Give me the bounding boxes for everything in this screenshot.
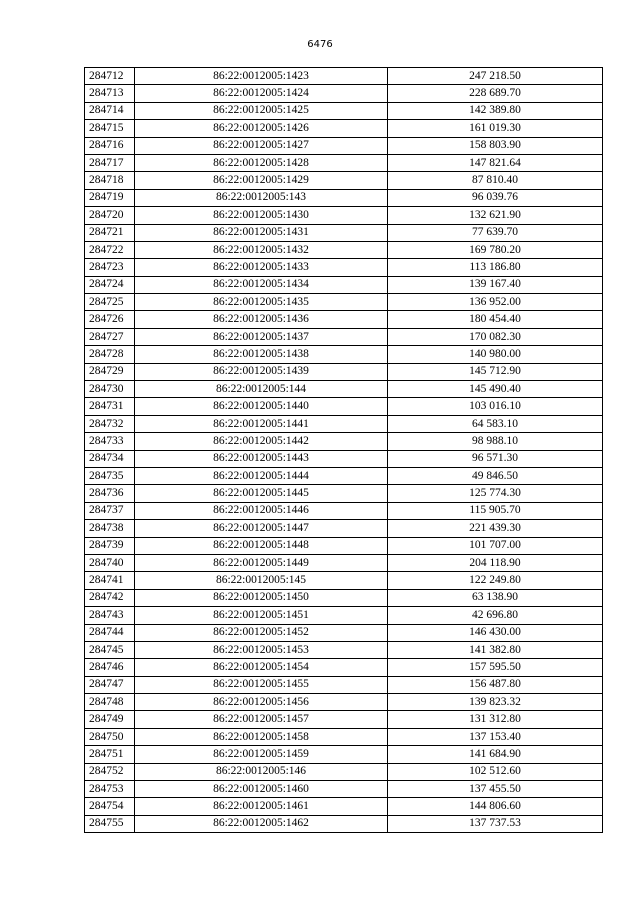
value-cell: 115 905.70 [388,502,603,519]
row-id-cell: 284723 [85,259,135,276]
row-id-cell: 284749 [85,711,135,728]
value-cell: 102 512.60 [388,763,603,780]
row-id-cell: 284726 [85,311,135,328]
row-id-cell: 284748 [85,694,135,711]
value-cell: 145 490.40 [388,381,603,398]
row-id-cell: 284737 [85,502,135,519]
row-id-cell: 284747 [85,676,135,693]
cadastral-number-cell: 86:22:0012005:1461 [135,798,388,815]
value-cell: 96 039.76 [388,189,603,206]
table-row [85,154,603,171]
cadastral-number-cell: 86:22:0012005:1458 [135,728,388,745]
value-cell: 169 780.20 [388,241,603,258]
row-id-cell: 284732 [85,415,135,432]
row-id-cell: 284735 [85,467,135,484]
table-row [85,189,603,206]
cadastral-number-cell: 86:22:0012005:145 [135,572,388,589]
table-row [85,589,603,606]
cadastral-number-cell: 86:22:0012005:1447 [135,520,388,537]
cadastral-number-cell: 86:22:0012005:1429 [135,172,388,189]
value-cell: 64 583.10 [388,415,603,432]
cadastral-number-cell: 86:22:0012005:1437 [135,328,388,345]
cadastral-number-cell: 86:22:0012005:1442 [135,433,388,450]
row-id-cell: 284714 [85,102,135,119]
cadastral-number-cell: 86:22:0012005:1431 [135,224,388,241]
table-row [85,676,603,693]
row-id-cell: 284744 [85,624,135,641]
table-row [85,485,603,502]
value-cell: 161 019.30 [388,120,603,137]
table-row [85,102,603,119]
row-id-cell: 284740 [85,554,135,571]
cadastral-number-cell: 86:22:0012005:1443 [135,450,388,467]
cadastral-number-cell: 86:22:0012005:1456 [135,694,388,711]
cadastral-number-cell: 86:22:0012005:1438 [135,346,388,363]
table-row [85,172,603,189]
row-id-cell: 284727 [85,328,135,345]
cadastral-number-cell: 86:22:0012005:1451 [135,607,388,624]
value-cell: 101 707.00 [388,537,603,554]
value-cell: 49 846.50 [388,467,603,484]
table-row [85,815,603,832]
row-id-cell: 284717 [85,154,135,171]
row-id-cell: 284725 [85,294,135,311]
row-id-cell: 284722 [85,241,135,258]
value-cell: 139 823.32 [388,694,603,711]
cadastral-number-cell: 86:22:0012005:1440 [135,398,388,415]
table-row [85,728,603,745]
row-id-cell: 284713 [85,85,135,102]
row-id-cell: 284720 [85,207,135,224]
value-cell: 136 952.00 [388,294,603,311]
row-id-cell: 284753 [85,781,135,798]
cadastral-number-cell: 86:22:0012005:1439 [135,363,388,380]
row-id-cell: 284730 [85,381,135,398]
cadastral-number-cell: 86:22:0012005:1457 [135,711,388,728]
cadastral-number-cell: 86:22:0012005:1454 [135,659,388,676]
table-row [85,641,603,658]
row-id-cell: 284719 [85,189,135,206]
cadastral-number-cell: 86:22:0012005:1430 [135,207,388,224]
value-cell: 132 621.90 [388,207,603,224]
row-id-cell: 284743 [85,607,135,624]
cadastral-number-cell: 86:22:0012005:1428 [135,154,388,171]
table-row [85,328,603,345]
cadastral-number-cell: 86:22:0012005:143 [135,189,388,206]
cadastral-number-cell: 86:22:0012005:1444 [135,467,388,484]
table-row [85,346,603,363]
cadastral-number-cell: 86:22:0012005:1433 [135,259,388,276]
value-cell: 137 455.50 [388,781,603,798]
cadastral-number-cell: 86:22:0012005:1452 [135,624,388,641]
table-row [85,398,603,415]
value-cell: 42 696.80 [388,607,603,624]
cadastral-number-cell: 86:22:0012005:1449 [135,554,388,571]
value-cell: 180 454.40 [388,311,603,328]
row-id-cell: 284745 [85,641,135,658]
cadastral-number-cell: 86:22:0012005:1425 [135,102,388,119]
cadastral-number-cell: 86:22:0012005:144 [135,381,388,398]
table-row [85,311,603,328]
row-id-cell: 284738 [85,520,135,537]
value-cell: 145 712.90 [388,363,603,380]
data-table [84,67,603,833]
row-id-cell: 284731 [85,398,135,415]
cadastral-number-cell: 86:22:0012005:1424 [135,85,388,102]
value-cell: 96 571.30 [388,450,603,467]
table-row [85,763,603,780]
value-cell: 141 684.90 [388,746,603,763]
table-row [85,276,603,293]
table-row [85,467,603,484]
value-cell: 204 118.90 [388,554,603,571]
table-row [85,607,603,624]
value-cell: 221 439.30 [388,520,603,537]
cadastral-number-cell: 86:22:0012005:1462 [135,815,388,832]
cadastral-number-cell: 86:22:0012005:1459 [135,746,388,763]
value-cell: 157 595.50 [388,659,603,676]
table-row [85,572,603,589]
table-row [85,554,603,571]
cadastral-number-cell: 86:22:0012005:1423 [135,68,388,85]
value-cell: 87 810.40 [388,172,603,189]
cadastral-number-cell: 86:22:0012005:1434 [135,276,388,293]
value-cell: 142 389.80 [388,102,603,119]
cadastral-number-cell: 86:22:0012005:146 [135,763,388,780]
row-id-cell: 284752 [85,763,135,780]
value-cell: 228 689.70 [388,85,603,102]
cadastral-number-cell: 86:22:0012005:1427 [135,137,388,154]
table-row [85,433,603,450]
row-id-cell: 284742 [85,589,135,606]
value-cell: 141 382.80 [388,641,603,658]
value-cell: 247 218.50 [388,68,603,85]
table-row [85,363,603,380]
value-cell: 125 774.30 [388,485,603,502]
row-id-cell: 284751 [85,746,135,763]
row-id-cell: 284755 [85,815,135,832]
table-body [85,68,603,833]
cadastral-number-cell: 86:22:0012005:1446 [135,502,388,519]
value-cell: 63 138.90 [388,589,603,606]
cadastral-number-cell: 86:22:0012005:1432 [135,241,388,258]
cadastral-number-cell: 86:22:0012005:1453 [135,641,388,658]
page-number: 6476 [307,39,333,50]
table-row [85,450,603,467]
value-cell: 146 430.00 [388,624,603,641]
table-row [85,224,603,241]
table-row [85,520,603,537]
value-cell: 139 167.40 [388,276,603,293]
row-id-cell: 284736 [85,485,135,502]
row-id-cell: 284729 [85,363,135,380]
value-cell: 77 639.70 [388,224,603,241]
table-row [85,746,603,763]
row-id-cell: 284733 [85,433,135,450]
cadastral-number-cell: 86:22:0012005:1455 [135,676,388,693]
table-row [85,798,603,815]
table-row [85,381,603,398]
table-row [85,694,603,711]
value-cell: 147 821.64 [388,154,603,171]
table-row [85,137,603,154]
row-id-cell: 284739 [85,537,135,554]
row-id-cell: 284715 [85,120,135,137]
cadastral-number-cell: 86:22:0012005:1460 [135,781,388,798]
value-cell: 113 186.80 [388,259,603,276]
value-cell: 137 153.40 [388,728,603,745]
row-id-cell: 284724 [85,276,135,293]
row-id-cell: 284750 [85,728,135,745]
row-id-cell: 284741 [85,572,135,589]
row-id-cell: 284734 [85,450,135,467]
cadastral-number-cell: 86:22:0012005:1448 [135,537,388,554]
row-id-cell: 284716 [85,137,135,154]
table-row [85,85,603,102]
value-cell: 98 988.10 [388,433,603,450]
cadastral-number-cell: 86:22:0012005:1441 [135,415,388,432]
value-cell: 144 806.60 [388,798,603,815]
value-cell: 122 249.80 [388,572,603,589]
table-row [85,415,603,432]
table-row [85,120,603,137]
table-row [85,502,603,519]
row-id-cell: 284712 [85,68,135,85]
cadastral-number-cell: 86:22:0012005:1450 [135,589,388,606]
table-row [85,711,603,728]
row-id-cell: 284718 [85,172,135,189]
row-id-cell: 284754 [85,798,135,815]
value-cell: 156 487.80 [388,676,603,693]
value-cell: 131 312.80 [388,711,603,728]
table-row [85,294,603,311]
table-row [85,259,603,276]
table-row [85,68,603,85]
row-id-cell: 284728 [85,346,135,363]
table-row [85,659,603,676]
table-row [85,207,603,224]
value-cell: 137 737.53 [388,815,603,832]
table-row [85,241,603,258]
cadastral-number-cell: 86:22:0012005:1445 [135,485,388,502]
table-row [85,537,603,554]
value-cell: 170 082.30 [388,328,603,345]
cadastral-number-cell: 86:22:0012005:1435 [135,294,388,311]
cadastral-number-cell: 86:22:0012005:1426 [135,120,388,137]
value-cell: 140 980.00 [388,346,603,363]
table-row [85,781,603,798]
row-id-cell: 284746 [85,659,135,676]
cadastral-number-cell: 86:22:0012005:1436 [135,311,388,328]
row-id-cell: 284721 [85,224,135,241]
value-cell: 158 803.90 [388,137,603,154]
value-cell: 103 016.10 [388,398,603,415]
table-row [85,624,603,641]
